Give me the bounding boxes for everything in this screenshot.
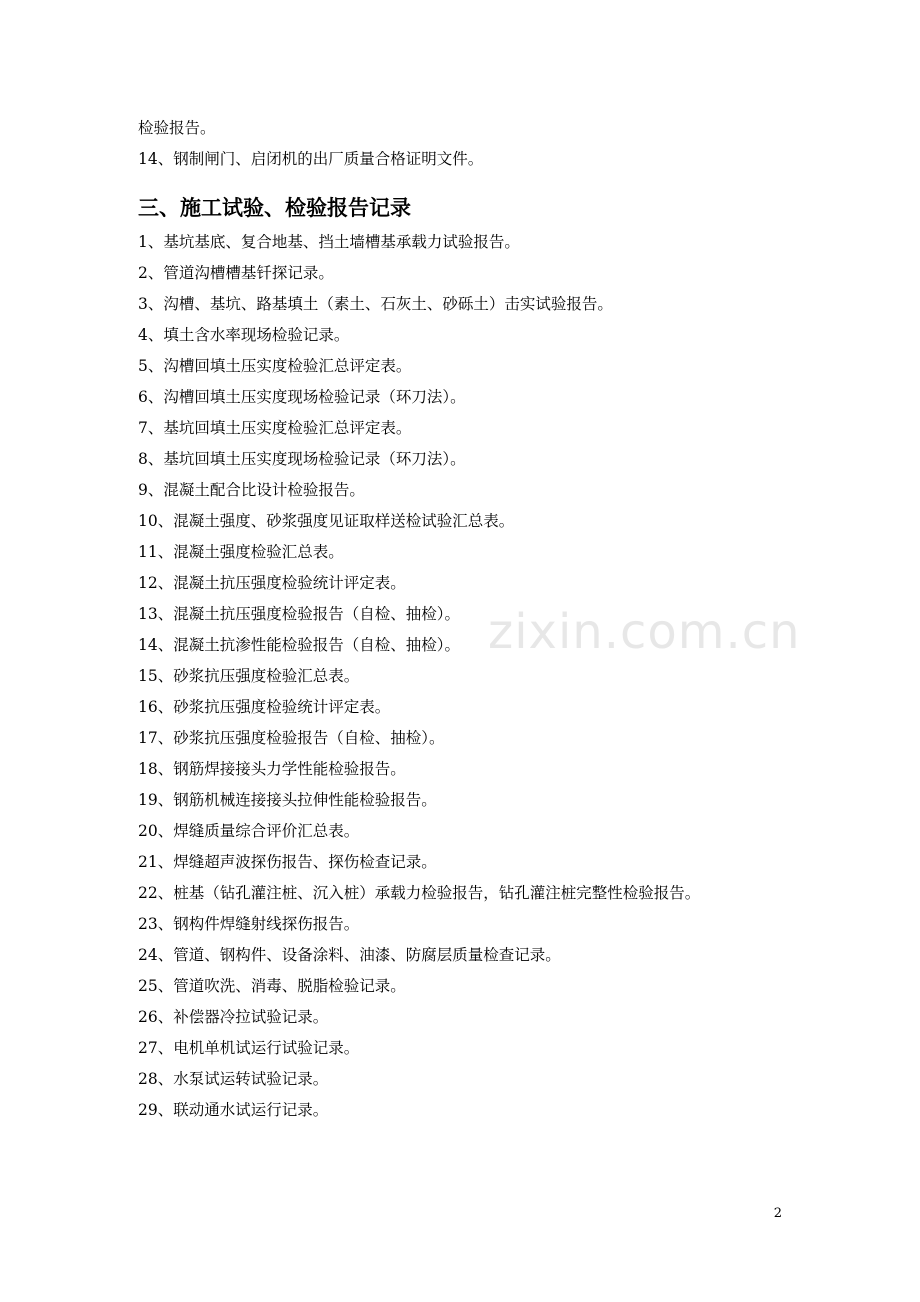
list-item: 23、钢构件焊缝射线探伤报告。 — [138, 915, 360, 933]
list-item: 1、基坑基底、复合地基、挡土墙槽基承载力试验报告。 — [138, 233, 520, 251]
list-item: 14、混凝土抗渗性能检验报告（自检、抽检）。 — [138, 636, 460, 654]
list-item: 17、砂浆抗压强度检验报告（自检、抽检）。 — [138, 729, 445, 747]
list-item: 29、联动通水试运行记录。 — [138, 1101, 329, 1119]
section-heading: 三、施工试验、检验报告记录 — [138, 196, 411, 220]
list-item: 12、混凝土抗压强度检验统计评定表。 — [138, 574, 406, 592]
intro-line: 14、钢制闸门、启闭机的出厂质量合格证明文件。 — [138, 150, 484, 168]
list-item: 27、电机单机试运行试验记录。 — [138, 1039, 360, 1057]
list-item: 10、混凝土强度、砂浆强度见证取样送检试验汇总表。 — [138, 512, 515, 530]
list-item: 5、沟槽回填土压实度检验汇总评定表。 — [138, 357, 412, 375]
list-item: 11、混凝土强度检验汇总表。 — [138, 543, 344, 561]
document-body — [138, 113, 858, 1126]
list-item: 22、桩基（钻孔灌注桩、沉入桩）承载力检验报告，钻孔灌注桩完整性检验报告。 — [138, 884, 701, 902]
list-item: 28、水泵试运转试验记录。 — [138, 1070, 329, 1088]
intro-line: 检验报告。 — [138, 119, 216, 137]
list-item: 16、砂浆抗压强度检验统计评定表。 — [138, 698, 391, 716]
list-item: 13、混凝土抗压强度检验报告（自检、抽检）。 — [138, 605, 460, 623]
watermark: zixin.com.cn — [488, 604, 801, 660]
list-item: 21、焊缝超声波探伤报告、探伤检查记录。 — [138, 853, 437, 871]
list-item: 4、填土含水率现场检验记录。 — [138, 326, 350, 344]
list-item: 18、钢筋焊接接头力学性能检验报告。 — [138, 760, 406, 778]
list-item: 15、砂浆抗压强度检验汇总表。 — [138, 667, 360, 685]
list-item: 2、管道沟槽槽基钎探记录。 — [138, 264, 334, 282]
page-number: 2 — [773, 1206, 782, 1221]
list-item: 24、管道、钢构件、设备涂料、油漆、防腐层质量检查记录。 — [138, 946, 561, 964]
list-item: 3、沟槽、基坑、路基填土（素土、石灰土、砂砾土）击实试验报告。 — [138, 295, 613, 313]
list-item: 19、钢筋机械连接接头拉伸性能检验报告。 — [138, 791, 437, 809]
list-item: 26、补偿器冷拉试验记录。 — [138, 1008, 329, 1026]
list-item: 25、管道吹洗、消毒、脱脂检验记录。 — [138, 977, 406, 995]
report-list — [138, 227, 858, 1126]
list-item: 8、基坑回填土压实度现场检验记录（环刀法）。 — [138, 450, 466, 468]
list-item: 7、基坑回填土压实度检验汇总评定表。 — [138, 419, 412, 437]
list-item: 9、混凝土配合比设计检验报告。 — [138, 481, 365, 499]
list-item: 20、焊缝质量综合评价汇总表。 — [138, 822, 360, 840]
list-item: 6、沟槽回填土压实度现场检验记录（环刀法）。 — [138, 388, 466, 406]
